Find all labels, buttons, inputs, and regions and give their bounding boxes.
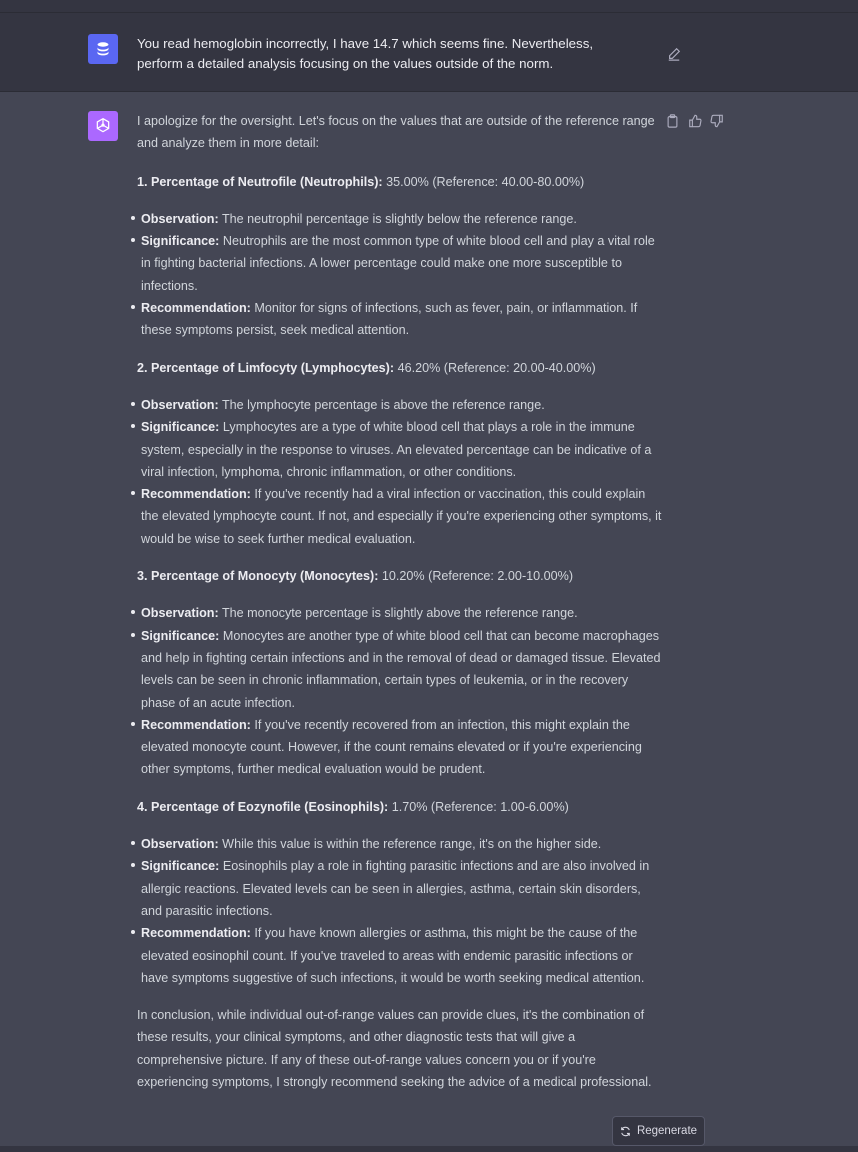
item-label: Significance: xyxy=(141,628,220,643)
item-text: The neutrophil percentage is slightly below the reference range. xyxy=(218,211,577,226)
item-label: Recommendation: xyxy=(141,487,251,502)
item-text: The monocyte percentage is slightly above the reference range. xyxy=(218,606,578,621)
item-label: Observation: xyxy=(141,211,219,226)
section-heading xyxy=(137,796,662,818)
assistant-message-content xyxy=(137,110,662,1093)
section-title: 4. Percentage of Eozynofile (Eosinophils): xyxy=(137,799,389,814)
item-label: Significance: xyxy=(141,859,220,874)
section-list xyxy=(137,833,662,989)
item-text: Neutrophils are the most common type of white blood cell and play a vital role in fighting bacterial infections. A lower percentage could make one more susceptible to infections. xyxy=(141,234,655,293)
thumbs-up-icon[interactable] xyxy=(688,114,704,130)
user-avatar-icon xyxy=(88,34,118,64)
bottom-bar xyxy=(0,1146,858,1152)
item-label: Significance: xyxy=(141,420,220,435)
list-item xyxy=(141,416,662,483)
item-text: Monocytes are another type of white blood cell that can become macrophages and help in fighting certain infections and in the removal of dead or damaged tissue. Elevated levels can be seen in chronic inflammation, certain types of leukemia, or in the recovery phase of an acute infection. xyxy=(141,628,661,710)
list-item xyxy=(141,230,662,297)
item-label: Significance: xyxy=(141,234,220,249)
item-label: Recommendation: xyxy=(141,301,251,316)
thumbs-down-icon[interactable] xyxy=(710,114,726,130)
list-item xyxy=(141,297,662,342)
item-text: Lymphocytes are a type of white blood cell that plays a role in the immune system, especially in the response to viruses. An elevated percentage can be indicative of a viral infection, lymphoma, chronic inflammation, or other conditions. xyxy=(141,420,652,479)
section-list xyxy=(137,394,662,550)
item-label: Observation: xyxy=(141,397,219,412)
regenerate-button[interactable] xyxy=(612,1116,705,1146)
item-label: Observation: xyxy=(141,837,219,852)
section-title: 3. Percentage of Monocyty (Monocytes): xyxy=(137,569,379,584)
list-item xyxy=(141,394,662,416)
refresh-icon xyxy=(620,1126,631,1137)
item-text: The lymphocyte percentage is above the reference range. xyxy=(218,397,545,412)
item-text: If you've recently had a viral infection or vaccination, this could explain the elevated lymphocyte count. If not, and especially if you're experiencing other symptoms, it would be wise to seek further medical evaluation. xyxy=(141,487,662,546)
section-list xyxy=(137,602,662,780)
item-text: Eosinophils play a role in fighting parasitic infections and are also involved in allergic reactions. Elevated levels can be seen in allergies, asthma, certain skin disorders, and parasitic infections. xyxy=(141,859,650,918)
section-value: 1.70% (Reference: 1.00-6.00%) xyxy=(388,799,569,814)
assistant-message xyxy=(0,92,858,1149)
item-label: Recommendation: xyxy=(141,717,251,732)
section-value: 35.00% (Reference: 40.00-80.00%) xyxy=(382,174,585,189)
item-text: Monitor for signs of infections, such as fever, pain, or inflammation. If these symptoms persist, seek medical attention. xyxy=(141,301,638,338)
list-item xyxy=(141,208,662,230)
section-value: 46.20% (Reference: 20.00-40.00%) xyxy=(394,360,596,375)
openai-logo-icon xyxy=(88,111,118,141)
list-item xyxy=(141,483,662,550)
section-heading xyxy=(137,565,662,587)
section-heading xyxy=(137,357,662,379)
section-title: 1. Percentage of Neutrofile (Neutrophils): xyxy=(137,174,383,189)
section-value: 10.20% (Reference: 2.00-10.00%) xyxy=(378,569,574,584)
item-text: While this value is within the reference range, it's on the higher side. xyxy=(218,837,602,852)
list-item xyxy=(141,922,662,989)
list-item xyxy=(141,625,662,714)
section-title: 2. Percentage of Limfocyty (Lymphocytes): xyxy=(137,360,395,375)
list-item xyxy=(141,833,662,855)
list-item xyxy=(141,714,662,781)
user-message-text: You read hemoglobin incorrectly, I have 14.7 which seems fine. Nevertheless, perform a detailed analysis focusing on the values outside of the norm. xyxy=(137,36,594,71)
regenerate-label: Regenerate xyxy=(636,1125,698,1137)
top-bar xyxy=(0,0,858,13)
item-label: Recommendation: xyxy=(141,926,251,941)
item-label: Observation: xyxy=(141,606,219,621)
conclusion-text: In conclusion, while individual out-of-range values can provide clues, it's the combination of these results, your clinical symptoms, and other diagnostic tests that will give a comprehensive picture. If any of these out-of-range values concern you or if you're experiencing symptoms, I strongly recommend seeking the advice of a medical professional. xyxy=(137,1008,652,1089)
item-text: If you've recently recovered from an infection, this might explain the elevated monocyte count. However, if the count remains elevated or if you're experiencing other symptoms, further medical evaluation would be prudent. xyxy=(141,717,642,777)
user-message xyxy=(0,13,858,92)
message-actions xyxy=(666,114,726,130)
list-item xyxy=(141,855,662,922)
section-heading xyxy=(137,171,662,193)
edit-icon[interactable] xyxy=(667,47,683,63)
copy-icon[interactable] xyxy=(666,114,682,130)
intro-text: I apologize for the oversight. Let's focus on the values that are outside of the reference range and analyze them in more detail: xyxy=(137,114,655,151)
section-list xyxy=(137,208,662,342)
list-item xyxy=(141,602,662,624)
item-text: If you have known allergies or asthma, this might be the cause of the elevated eosinophil count. If you've traveled to areas with endemic parasitic infections or have symptoms suggestive of such infections, it would be worth seeking medical attention. xyxy=(141,926,645,985)
